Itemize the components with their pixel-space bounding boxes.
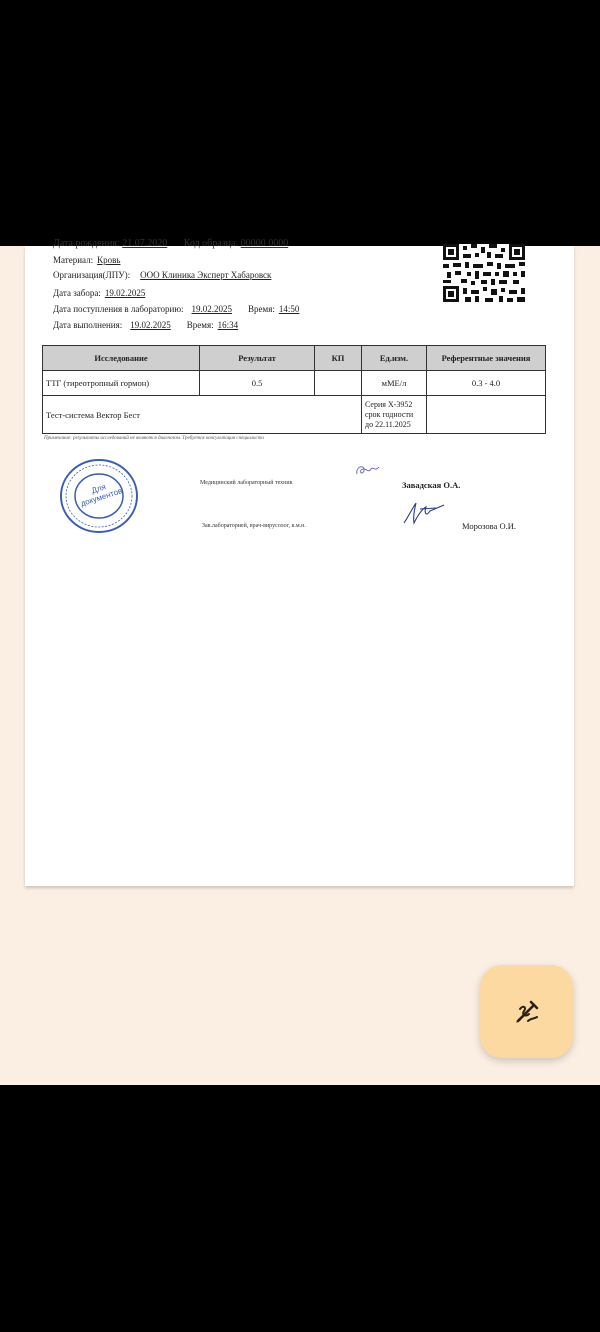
table-header-row (43, 346, 546, 371)
top-black-bar (0, 0, 600, 246)
edit-button[interactable] (480, 965, 573, 1058)
completion-date-field (53, 320, 238, 330)
collection-date-label: Дата забора: (53, 288, 101, 298)
cell-kp (315, 371, 362, 396)
received-time-label: Время: (248, 304, 275, 314)
header-unit: Ед.изм. (362, 346, 427, 371)
tech-title: Медицинский лабораторный техник (200, 480, 293, 486)
pen-edit-icon (510, 995, 544, 1029)
tech-signature-icon (353, 460, 383, 480)
received-date-value: 19.02.2025 (191, 304, 233, 314)
document-page (25, 238, 574, 886)
head-title: Зав.лабораторией, врач-вирусолог, к.м.н. (202, 523, 306, 529)
header-result: Результат (200, 346, 315, 371)
completion-date-label: Дата выполнения: (53, 320, 123, 330)
birth-value: 21.07.2020 (122, 238, 168, 249)
cell-result: 0.5 (200, 371, 315, 396)
sample-label: Код образца: (183, 238, 239, 249)
results-table (42, 345, 546, 434)
head-name: Морозова О.И. (462, 521, 516, 531)
material-label: Материал: (53, 255, 94, 265)
cell-test: ТТГ (тиреотропный гормон) (43, 371, 200, 396)
completion-time-value: 16:34 (217, 320, 239, 330)
bottom-black-bar (0, 1085, 600, 1332)
received-time-value: 14:50 (278, 304, 300, 314)
material-value: Кровь (97, 255, 121, 265)
completion-time-label: Время: (186, 320, 214, 330)
organization-field (53, 270, 271, 280)
tech-name: Завадская О.А. (402, 480, 461, 490)
header-reference: Референтные значения (427, 346, 546, 371)
document-viewer[interactable] (0, 238, 600, 1085)
header-test: Исследование (43, 346, 200, 371)
table-row (43, 371, 546, 396)
cell-test-system: Тест-система Вектор Бест (43, 396, 362, 434)
cell-empty (427, 396, 546, 434)
birth-label: Дата рождения: (53, 238, 120, 249)
cell-series: Серия Х-3952 срок годности до 22.11.2025 (362, 396, 427, 434)
received-date-field (53, 304, 299, 314)
material-field (53, 255, 120, 265)
footnote: Примечание: результаты исследований не являются диагнозом. Требуется консультация специалиста (44, 436, 264, 441)
cell-reference: 0.3 - 4.0 (427, 371, 546, 396)
collection-date-value: 19.02.2025 (104, 288, 146, 298)
sample-value: 00000 0000 (240, 238, 289, 249)
completion-date-value: 19.02.2025 (130, 320, 171, 330)
head-signature-icon (400, 499, 450, 527)
stamp-text: Для документов (79, 482, 124, 509)
qr-code-icon (443, 244, 525, 302)
header-kp: КП (315, 346, 362, 371)
table-row (43, 396, 546, 434)
received-date-label: Дата поступления в лабораторию: (53, 304, 184, 314)
cell-unit: мМЕ/л (362, 371, 427, 396)
organization-label: Организация(ЛПУ): (53, 270, 131, 280)
organization-value: ООО Клиника Эксперт Хабаровск (140, 270, 272, 280)
cut-off-line (53, 238, 288, 249)
collection-date-field (53, 288, 145, 298)
